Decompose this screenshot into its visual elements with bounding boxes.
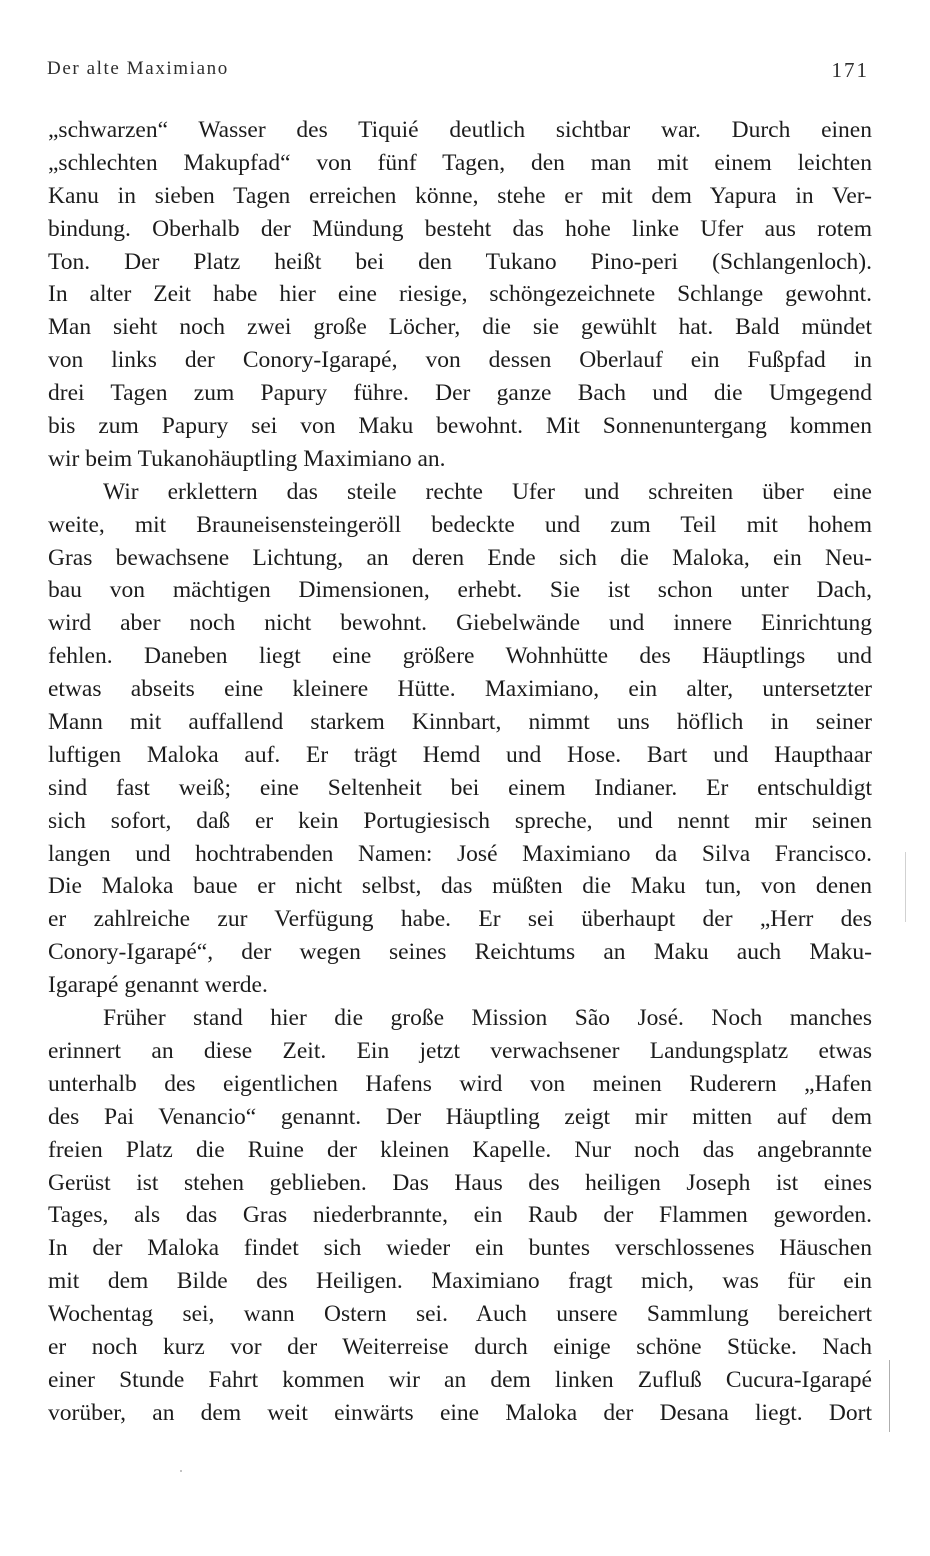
text-line: sind fast weiß; eine Seltenheit bei einem Indianer. Er entschuldigt [48,774,872,801]
text-line: luftigen Maloka auf. Er trägt Hemd und Hose. Bart und Haupthaar [48,741,872,768]
body-text [48,114,872,1430]
text-line: bau von mächtigen Dimensionen, erhebt. Sie ist schon unter Dach, [48,577,872,604]
text-line: mit dem Bilde des Heiligen. Maximiano fragt mich, was für ein [48,1268,872,1295]
text-line: des Pai Venancio“ genannt. Der Häuptling zeigt mir mitten auf dem [48,1103,872,1130]
text-line: sich sofort, daß er kein Portugiesisch spreche, und nennt mir seinen [48,807,872,834]
text-line: fehlen. Daneben liegt eine größere Wohnhütte des Häuptlings und [48,643,872,670]
text-line: Tages, als das Gras niederbrannte, ein Raub der Flammen geworden. [48,1202,872,1229]
text-line: wir beim Tukanohäuptling Maximiano an. [48,445,446,472]
text-line: Wochentag sei, wann Ostern sei. Auch unsere Sammlung bereichert [48,1301,872,1328]
text-line: Kanu in sieben Tagen erreichen könne, stehe er mit dem Yapura in Ver- [48,182,872,209]
text-line: Conory-Igarapé“, der wegen seines Reichtums an Maku auch Maku- [48,939,872,966]
text-line: Igarapé genannt werde. [48,972,268,999]
text-line: etwas abseits eine kleinere Hütte. Maximiano, ein alter, untersetzter [48,676,872,703]
text-line: „schwarzen“ Wasser des Tiquié deutlich sichtbar war. Durch einen [48,117,872,143]
text-line: von links der Conory-Igarapé, von dessen Oberlauf ein Fußpfad in [48,347,872,374]
text-line: wird aber noch nicht bewohnt. Giebelwände und innere Einrichtung [48,610,872,637]
text-line: In der Maloka findet sich wieder ein buntes verschlossenes Häuschen [48,1235,872,1262]
scan-artifact-mark [889,1360,890,1432]
scan-artifact-mark [905,852,906,922]
text-line: bindung. Oberhalb der Mündung besteht das hohe linke Ufer aus rotem [48,215,872,242]
text-line: „schlechten Makupfad“ von fünf Tagen, den man mit einem leichten [48,149,872,176]
text-line: Gras bewachsene Lichtung, an deren Ende sich die Maloka, ein Neu- [48,544,872,571]
text-line: Ton. Der Platz heißt bei den Tukano Pino-peri (Schlangenloch). [48,248,872,275]
text-line: einer Stunde Fahrt kommen wir an dem linken Zufluß Cucura-Igarapé [48,1366,872,1393]
page-number: 171 [831,58,869,82]
text-line: erinnert an diese Zeit. Ein jetzt verwachsener Landungsplatz etwas [48,1037,872,1064]
text-line: Man sieht noch zwei große Löcher, die sie gewühlt hat. Bald mündet [48,314,872,341]
text-line: Die Maloka baue er nicht selbst, das müßten die Maku tun, von denen [48,873,872,900]
text-line: Wir erklettern das steile rechte Ufer und schreiten über eine [103,478,872,505]
text-line: vorüber, an dem weit einwärts eine Maloka der Desana liegt. Dort [48,1399,872,1426]
text-line: Gerüst ist stehen geblieben. Das Haus des heiligen Joseph ist eines [48,1169,872,1196]
text-line: langen und hochtrabenden Namen: José Maximiano da Silva Francisco. [48,840,872,867]
text-line: er zahlreiche zur Verfügung habe. Er sei überhaupt der „Herr des [48,906,872,933]
text-line: freien Platz die Ruine der kleinen Kapelle. Nur noch das angebrannte [48,1136,872,1163]
running-head [47,58,869,88]
text-line: Früher stand hier die große Mission São José. Noch manches [103,1005,872,1032]
running-title: Der alte Maximiano [47,58,229,79]
scan-artifact-speck [180,1470,182,1472]
text-line: In alter Zeit habe hier eine riesige, schöngezeichnete Schlange gewohnt. [48,281,872,308]
paragraph-1 [48,114,872,476]
text-line: weite, mit Brauneisensteingeröll bedeckte und zum Teil mit hohem [48,511,872,538]
paragraph-3 [48,1002,872,1430]
text-line: unterhalb des eigentlichen Hafens wird von meinen Ruderern „Hafen [48,1070,872,1097]
text-line: drei Tagen zum Papury führe. Der ganze Bach und die Umgegend [48,380,872,407]
text-line: bis zum Papury sei von Maku bewohnt. Mit Sonnenuntergang kommen [48,413,872,440]
text-line: er noch kurz vor der Weiterreise durch einige schöne Stücke. Nach [48,1333,872,1360]
text-line: Mann mit auffallend starkem Kinnbart, nimmt uns höflich in seiner [48,709,872,736]
paragraph-2 [48,476,872,1002]
